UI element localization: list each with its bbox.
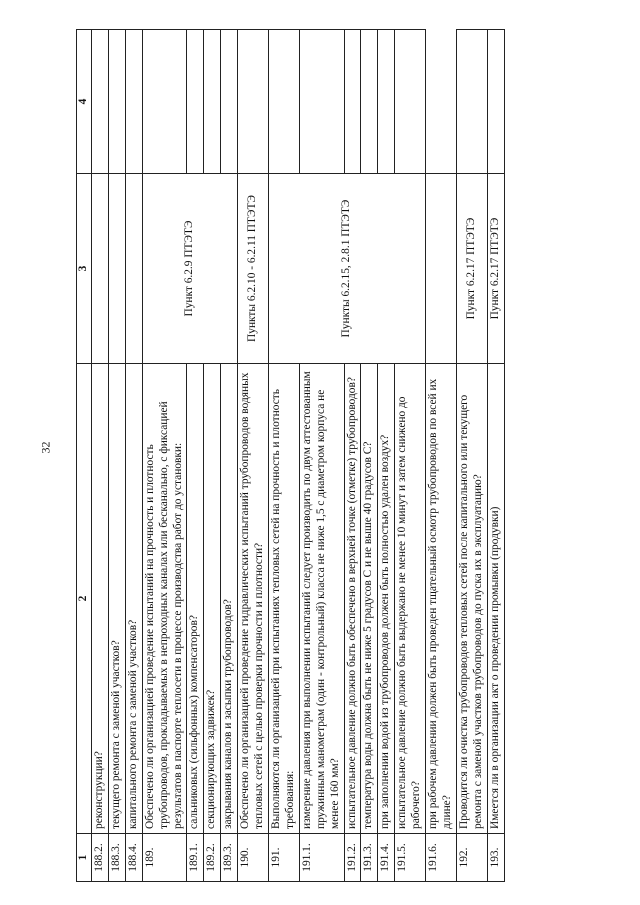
item-number: 189.3.	[221, 834, 238, 882]
item-number: 191.6.	[426, 834, 457, 882]
item-number: 191.3.	[361, 834, 378, 882]
page-number: 32	[38, 441, 53, 454]
requirement-text: при заполнении водой из трубопроводов должен быть полностью удален воздух?	[378, 364, 395, 834]
answer-cell	[221, 30, 238, 174]
item-number: 191.4.	[378, 834, 395, 882]
answer-cell	[378, 30, 395, 174]
table-row	[92, 30, 109, 882]
table-row	[456, 30, 487, 882]
item-number: 189.	[142, 834, 187, 882]
item-number: 190.	[238, 834, 269, 882]
answer-cell	[426, 174, 457, 364]
requirement-text: Обеспечено ли организацией проведение гидравлических испытаний трубопроводов водяных тепловых сетей с целью проверки прочности и плотности?	[238, 364, 269, 834]
regulation-reference: Пункт 6.2.9 ПТЭТЭ	[142, 174, 237, 364]
answer-cell	[92, 30, 109, 174]
table-row	[426, 30, 457, 882]
requirement-text: измерение давления при выполнении испытаний следует производить по двум аттестованным пружинным манометрам (один - контрольный) класса не ниже 1,5 с диаметром корпуса не менее 160 мм?	[299, 364, 344, 834]
regulation-reference: Пункты 6.2.15, 2.8.1 ПТЭТЭ	[268, 174, 425, 364]
answer-cell	[456, 30, 487, 174]
item-number: 191.5.	[395, 834, 426, 882]
column-header-2: 2	[77, 364, 92, 834]
requirement-text: Имеется ли в организации акт о проведении промывки (продувки)	[487, 364, 504, 834]
item-number: 189.2.	[204, 834, 221, 882]
table-row	[378, 30, 395, 882]
requirement-text: сальниковых (сильфонных) компенсаторов?	[187, 364, 204, 834]
table-row	[268, 30, 299, 882]
answer-cell	[108, 30, 125, 174]
requirement-text: Проводится ли очистка трубопроводов тепловых сетей после капитального или текущего ремонта с заменой участков трубопроводов до пуска их в эксплуатацию?	[456, 364, 487, 834]
answer-cell	[487, 30, 504, 174]
table-row	[108, 30, 125, 882]
column-header-1: 1	[77, 834, 92, 882]
answer-cell	[125, 30, 142, 174]
column-header-4: 4	[77, 30, 92, 174]
requirement-text: испытательное давление должно быть обеспечено в верхней точке (отметке) трубопроводов?	[344, 364, 361, 834]
requirement-text: температура воды должна быть не ниже 5 градусов С и не выше 40 градусов С?	[361, 364, 378, 834]
regulation-reference	[92, 174, 109, 364]
answer-cell	[142, 30, 187, 174]
table-row	[361, 30, 378, 882]
table-row	[299, 30, 344, 882]
item-number: 189.1.	[187, 834, 204, 882]
answer-cell	[299, 30, 344, 174]
rotated-page	[76, 30, 610, 882]
item-number: 188.3.	[108, 834, 125, 882]
table-row	[344, 30, 361, 882]
requirement-text: реконструкции?	[92, 364, 109, 834]
item-number: 191.1.	[299, 834, 344, 882]
answer-cell	[268, 30, 299, 174]
item-number: 188.4.	[125, 834, 142, 882]
requirement-text: Обеспечено ли организацией проведение испытаний на прочность и плотность трубопроводов, прокладываемых в непроходных каналах или бесканально, с фиксацией результатов в паспорте теплосети в процессе производства работ до установки:	[142, 364, 187, 834]
answer-cell	[344, 30, 361, 174]
answer-cell	[361, 30, 378, 174]
table-row	[125, 30, 142, 882]
requirement-text: при рабочем давлении должен быть проведен тщательный осмотр трубопроводов по всей их длине?	[426, 364, 457, 834]
answer-cell	[238, 30, 269, 174]
table-row	[142, 30, 187, 882]
regulation-reference: Пункт 6.2.17 ПТЭТЭ	[487, 174, 504, 364]
requirement-text: закрывания каналов и засыпки трубопроводов?	[221, 364, 238, 834]
regulation-reference: Пункт 6.2.17 ПТЭТЭ	[456, 174, 487, 364]
requirement-text: текущего ремонта с заменой участков?	[108, 364, 125, 834]
item-number: 192.	[456, 834, 487, 882]
requirement-text: Выполняются ли организацией при испытаниях тепловых сетей на прочность и плотность требования:	[268, 364, 299, 834]
header-row	[77, 30, 92, 882]
regulation-reference: Пункты 6.2.10 - 6.2.11 ПТЭТЭ	[238, 174, 269, 364]
item-number: 191.2.	[344, 834, 361, 882]
item-number: 193.	[487, 834, 504, 882]
table-row	[187, 30, 204, 882]
regulation-reference	[125, 174, 142, 364]
table-row	[238, 30, 269, 882]
requirement-text: секционирующих задвижек?	[204, 364, 221, 834]
table-row	[487, 30, 504, 882]
table-body	[77, 30, 505, 882]
answer-cell	[395, 30, 426, 174]
regulation-reference	[108, 174, 125, 364]
item-number: 191.	[268, 834, 299, 882]
requirement-text: испытательное давление должно быть выдержано не менее 10 минут и затем снижено до рабочего?	[395, 364, 426, 834]
answer-cell	[187, 30, 204, 174]
checklist-table	[76, 29, 505, 882]
table-row	[204, 30, 221, 882]
table-row	[395, 30, 426, 882]
requirement-text: капитального ремонта с заменой участков?	[125, 364, 142, 834]
item-number: 188.2.	[92, 834, 109, 882]
table-row	[221, 30, 238, 882]
column-header-3: 3	[77, 174, 92, 364]
answer-cell	[204, 30, 221, 174]
